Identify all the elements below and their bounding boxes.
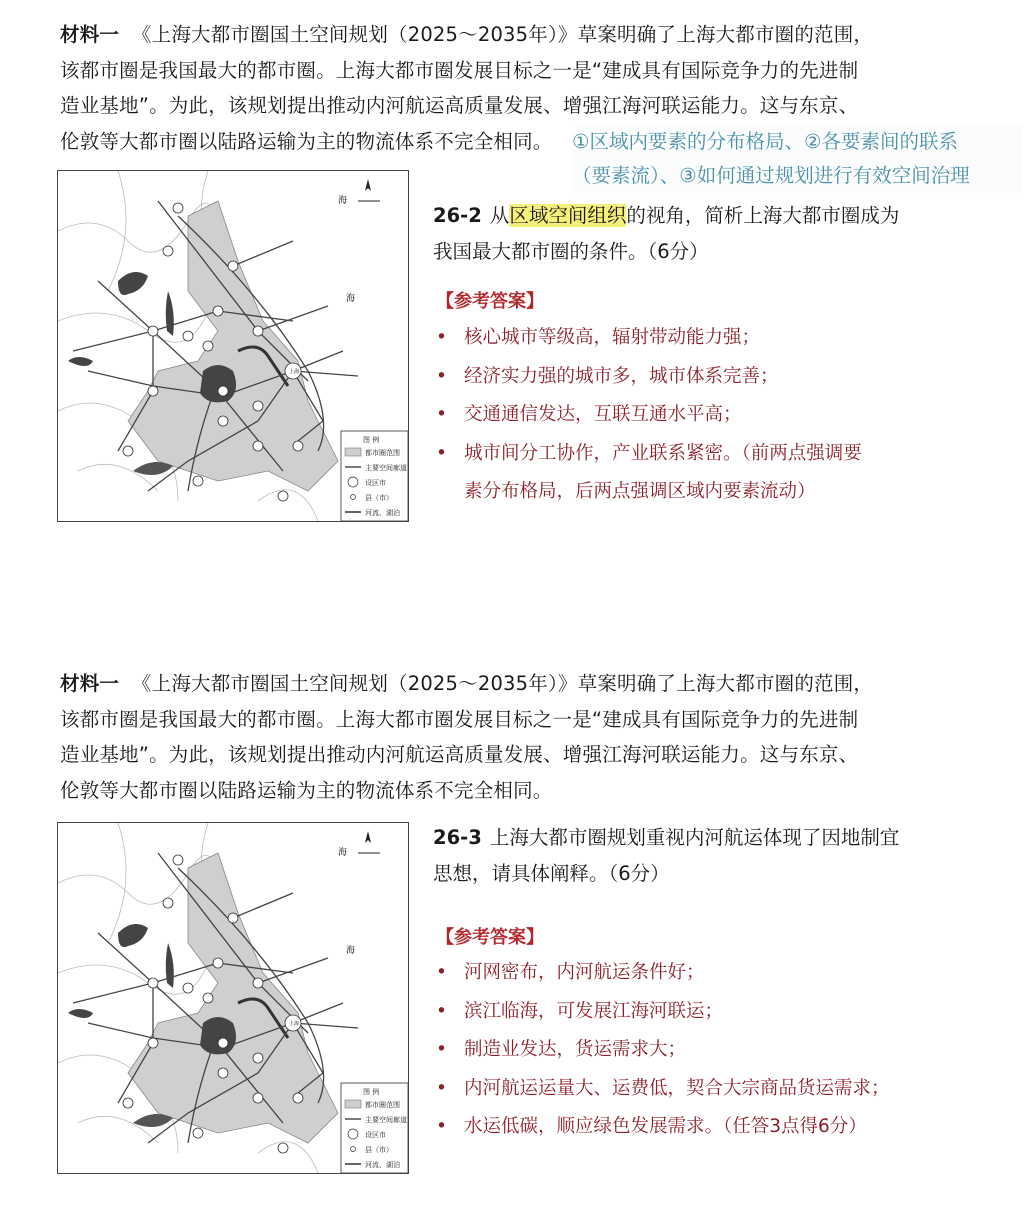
material-label: 材料一 <box>60 23 120 46</box>
answer-text: 河网密布，内河航运条件好； <box>464 962 705 983</box>
svg-text:县（市）: 县（市） <box>365 1146 393 1154</box>
svg-text:县（市）: 县（市） <box>365 494 393 502</box>
bullet-icon: • <box>436 962 447 983</box>
lake <box>166 291 174 336</box>
bullet-icon: • <box>436 404 447 425</box>
svg-text:设区市: 设区市 <box>365 1131 386 1139</box>
lake-taihu <box>200 365 236 402</box>
question-text: 思想，请具体阐释。（6分） <box>433 862 670 885</box>
map-image <box>58 171 408 521</box>
north-arrow-icon <box>358 179 380 201</box>
sea-label: 海 <box>338 848 348 858</box>
lake <box>68 1009 93 1018</box>
lake <box>118 924 148 947</box>
bullet-icon: • <box>436 1077 447 1099</box>
bullet-icon: • <box>436 1039 447 1060</box>
svg-text:都市圈范围: 都市圈范围 <box>365 449 400 457</box>
answer-text: 城市间分工协作，产业联系紧密。（前两点强调要 <box>464 442 862 464</box>
material-label: 材料一 <box>60 672 120 695</box>
material-line: 造业基地”。为此，该规划提出推动内河航运高质量发展、增强江海河联运能力。这与东京、 <box>60 743 859 766</box>
material-line: 伦敦等大都市圈以陆路运输为主的物流体系不完全相同。 <box>60 129 553 153</box>
sea-label: 海 <box>346 294 356 304</box>
annotation-line: （要素流）、③如何通过规划进行有效空间治理 <box>572 164 970 187</box>
lake <box>118 272 148 295</box>
bullet-icon: • <box>436 365 447 387</box>
city-label: 上海 <box>289 369 300 375</box>
answer-item <box>436 319 862 358</box>
material-line: 造业基地”。为此，该规划提出推动内河航运高质量发展、增强江海河联运能力。这与东京、 <box>60 94 859 117</box>
material-line: 该都市圈是我国最大的都市圈。上海大都市圈发展目标之一是“建成具有国际竞争力的先进制 <box>60 58 859 82</box>
lake <box>68 357 93 366</box>
bullet-icon: • <box>436 1000 447 1022</box>
answer-item <box>436 954 890 993</box>
svg-text:设区市: 设区市 <box>365 479 386 487</box>
answer-text: 滨江临海，可发展江海河联运； <box>464 1000 724 1022</box>
annotation-callout <box>572 125 1022 193</box>
answer-text: 交通通信发达，互联互通水平高； <box>464 404 742 425</box>
answer-text: 水运低碳，顺应绿色发展需求。（任答3点得6分） <box>464 1116 867 1137</box>
answer-item <box>436 1031 890 1070</box>
answer-list-1 <box>436 319 862 512</box>
material-line: 该都市圈是我国最大的都市圈。上海大都市圈发展目标之一是“建成具有国际竞争力的先进制 <box>60 707 859 731</box>
material-line: 《上海大都市圈国土空间规划（2025～2035年）》草案明确了上海大都市圈的范围， <box>131 23 874 46</box>
answer-item <box>436 358 862 397</box>
metro-area <box>128 201 338 491</box>
svg-text:图 例: 图 例 <box>363 1088 380 1096</box>
svg-text:都市圈范围: 都市圈范围 <box>365 1101 400 1109</box>
svg-text:主要空间廊道: 主要空间廊道 <box>365 1116 407 1124</box>
bullet-icon: • <box>436 1116 447 1137</box>
answer-text: 内河航运运量大、运费低，契合大宗商品货运需求； <box>464 1077 890 1099</box>
svg-text:图 例: 图 例 <box>363 436 380 444</box>
answer-item <box>436 435 862 474</box>
question-number: 26-3 <box>433 826 482 849</box>
svg-text:河流、湖泊: 河流、湖泊 <box>365 509 400 517</box>
answer-item <box>436 993 890 1032</box>
question-number: 26-2 <box>433 204 482 227</box>
lake <box>166 943 174 988</box>
city-label: 上海 <box>289 1021 300 1027</box>
question-26-3 <box>433 820 899 892</box>
lake <box>133 1114 173 1127</box>
bullet-icon: • <box>436 327 447 348</box>
question-text: 我国最大都市圈的条件。（6分） <box>433 240 709 263</box>
shanghai-metro-map-2 <box>57 822 409 1174</box>
map-legend <box>341 1083 408 1173</box>
answer-text: 经济实力强的城市多，城市体系完善； <box>464 365 779 387</box>
answer-title: 【参考答案】 <box>436 927 544 948</box>
map-legend <box>341 431 408 521</box>
material-line: 伦敦等大都市圈以陆路运输为主的物流体系不完全相同。 <box>60 778 553 802</box>
shanghai-metro-map-1 <box>57 170 409 522</box>
material-paragraph-2 <box>60 666 960 808</box>
answer-text: 制造业发达，货运需求大； <box>464 1039 687 1060</box>
answer-continuation: 素分布格局，后两点强调区域内要素流动） <box>464 481 816 502</box>
sea-label: 海 <box>338 196 348 206</box>
question-26-2 <box>433 198 899 270</box>
question-text: 上海大都市圈规划重视内河航运体现了因地制宜 <box>489 826 900 849</box>
annotation-line: ①区域内要素的分布格局、②各要素间的联系 <box>572 130 958 153</box>
svg-text:河流、湖泊: 河流、湖泊 <box>365 1161 400 1169</box>
question-text: 从 <box>489 204 510 227</box>
material-line: 《上海大都市圈国土空间规划（2025～2035年）》草案明确了上海大都市圈的范围， <box>131 672 874 695</box>
metro-area <box>128 853 338 1143</box>
answer-item <box>436 1070 890 1109</box>
svg-text:主要空间廊道: 主要空间廊道 <box>365 464 407 472</box>
question-text: 的视角，简析上海大都市圈成为 <box>626 204 900 227</box>
sea-label: 海 <box>346 946 356 956</box>
lake-taihu <box>200 1017 236 1054</box>
answer-title: 【参考答案】 <box>436 291 544 312</box>
lake <box>133 462 173 475</box>
north-arrow-icon <box>358 831 380 853</box>
answer-text: 核心城市等级高，辐射带动能力强； <box>464 327 761 348</box>
answer-item <box>436 396 862 435</box>
answer-item <box>436 1108 890 1147</box>
bullet-icon: • <box>436 442 447 464</box>
answer-list-2 <box>436 954 890 1147</box>
map-image <box>58 823 408 1173</box>
highlighted-term: 区域空间组织 <box>509 204 627 227</box>
